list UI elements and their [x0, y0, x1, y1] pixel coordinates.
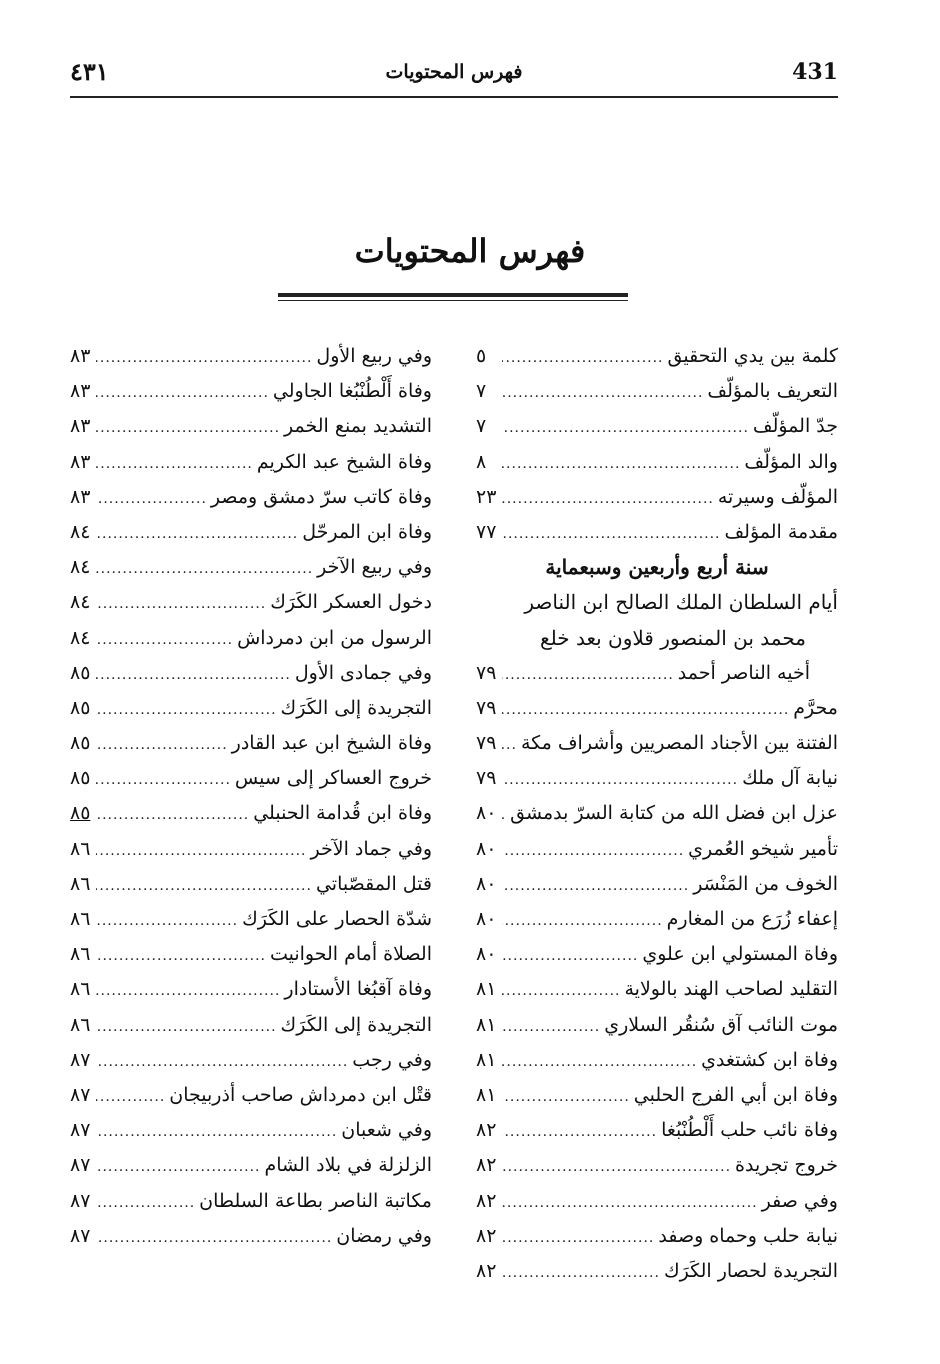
- toc-entry-title: وفي شعبان: [341, 1119, 432, 1142]
- toc-entry-page: ٨٣: [70, 450, 91, 473]
- toc-entry-title: وفاة ابن كشتغدي: [701, 1048, 838, 1071]
- toc-entry-page: ٨٤: [70, 556, 91, 579]
- toc-entry[interactable]: [476, 867, 838, 902]
- toc-entry-title: وفي جمادى الأول: [294, 661, 432, 684]
- dot-leader: [502, 447, 740, 482]
- toc-entry[interactable]: [476, 937, 838, 972]
- toc-entry-title: وفاة أَلْطُنْبُغا الجاولي: [272, 380, 432, 403]
- dot-leader: [96, 1186, 195, 1221]
- dot-leader: [96, 798, 249, 833]
- toc-entry-page: ٢٣: [476, 485, 497, 508]
- toc-entry-page: ٨٣: [70, 380, 91, 403]
- toc-entry-title: وفاة آقبُغا الأستادار: [284, 978, 432, 1001]
- toc-entry-page: ٨١: [476, 1083, 497, 1106]
- toc-entry[interactable]: [70, 374, 432, 409]
- toc-entry-title: وفاة ابن قُدامة الحنبلي: [253, 802, 432, 825]
- toc-entry-page: ٨٧: [70, 1083, 91, 1106]
- toc-entry-title: وفاة كاتب سرّ دمشق ومصر: [210, 485, 432, 508]
- toc-entry-title: الفتنة بين الأجناد المصريين وأشراف مكة: [520, 732, 838, 755]
- page-number-arabic: ٤٣١: [70, 57, 109, 86]
- header-divider: [70, 96, 838, 98]
- dot-leader: [502, 728, 517, 763]
- toc-entry-page: ٨٧: [70, 1189, 91, 1212]
- toc-entry[interactable]: [476, 691, 838, 726]
- toc-entry-page: ٨٢: [476, 1189, 497, 1212]
- toc-entry-title: عزل ابن فضل الله من كتابة السرّ بدمشق: [510, 802, 838, 825]
- dot-leader: [96, 728, 228, 763]
- title-rule-thick: [278, 293, 628, 297]
- toc-entry-page: ٨٥: [70, 767, 91, 790]
- dot-leader: [96, 658, 291, 693]
- toc-entry[interactable]: [70, 1043, 432, 1078]
- toc-entry-page: ٨٣: [70, 415, 91, 438]
- toc-entry-title: قتْل ابن دمرداش صاحب أذربيجان: [169, 1083, 432, 1106]
- toc-entry[interactable]: [70, 1113, 432, 1148]
- dot-leader: [502, 1080, 630, 1115]
- toc-entry[interactable]: [476, 445, 838, 480]
- toc-entry-title: شدّة الحصار على الكَرَك: [242, 908, 432, 930]
- toc-entry[interactable]: [70, 409, 432, 444]
- toc-entry[interactable]: [70, 937, 432, 972]
- dot-leader: [96, 939, 266, 974]
- toc-entry[interactable]: [476, 1254, 838, 1289]
- toc-entry-title: نيابة آل ملك: [742, 767, 838, 790]
- toc-entry-page: ٨٦: [70, 978, 91, 1001]
- toc-entry-title: مكاتبة الناصر بطاعة السلطان: [199, 1189, 432, 1212]
- toc-entry-page: ٨٢: [476, 1259, 497, 1282]
- toc-entry-page: ٨٦: [70, 943, 91, 966]
- toc-entry[interactable]: [70, 796, 432, 831]
- toc-entry-title: وفاة الشيخ ابن عبد القادر: [231, 732, 432, 755]
- toc-entry[interactable]: [70, 515, 432, 550]
- toc-entry[interactable]: [70, 867, 432, 902]
- dot-leader: [96, 1045, 348, 1080]
- dot-leader: [502, 1221, 654, 1256]
- toc-entry[interactable]: [70, 832, 432, 867]
- toc-entry-page: ٨٦: [70, 837, 91, 860]
- toc-entry[interactable]: [476, 409, 838, 444]
- dot-leader: [96, 693, 277, 728]
- toc-entry[interactable]: [476, 1043, 838, 1078]
- toc-entry-title: دخول العسكر الكَرَك: [270, 591, 432, 614]
- toc-entry-title: التشديد بمنع الخمر: [284, 415, 432, 438]
- toc-entry-title: وفي رمضان: [336, 1224, 432, 1247]
- toc-entry-title: وفي ربيع الأول: [316, 345, 432, 367]
- dot-leader: [502, 939, 638, 974]
- toc-entry[interactable]: [70, 621, 432, 656]
- toc-entry-page: ٨٣: [70, 345, 91, 367]
- toc-entry-page: ٨٠: [476, 872, 497, 895]
- toc-entry[interactable]: [70, 1008, 432, 1043]
- dot-leader: [96, 517, 298, 552]
- toc-entry[interactable]: [70, 726, 432, 761]
- toc-entry-title: الزلزلة في بلاد الشام: [264, 1154, 432, 1177]
- dot-leader: [502, 1115, 657, 1150]
- toc-entry[interactable]: [70, 656, 432, 691]
- toc-entry[interactable]: [70, 585, 432, 620]
- section-heading: سنة أربع وأربعين وسبعماية: [545, 555, 769, 580]
- dot-leader: [502, 1010, 600, 1045]
- dot-leader: [502, 869, 689, 904]
- toc-entry-title: وفي رجب: [352, 1048, 432, 1071]
- toc-entry-title: الرسول من ابن دمرداش: [237, 626, 432, 649]
- dot-leader: [96, 587, 266, 622]
- toc-entry[interactable]: [70, 761, 432, 796]
- toc-entry-title: المؤلّف وسيرته: [717, 485, 838, 508]
- dot-leader: [96, 341, 312, 376]
- toc-entry[interactable]: [70, 1184, 432, 1219]
- toc-entry-title: نيابة حلب وحماه وصفد: [658, 1224, 838, 1247]
- toc-column-left: [70, 339, 432, 1254]
- toc-entry-title: التعريف بالمؤلّف: [707, 380, 838, 403]
- dot-leader: [502, 341, 664, 376]
- toc-entry-title: وفاة نائب حلب أَلْطُنْبُغا: [661, 1119, 838, 1142]
- toc-entry-page: ٨٤: [70, 591, 91, 614]
- toc-entry-title: محرَّم: [793, 696, 838, 719]
- page-number-latin: 431: [792, 59, 838, 85]
- toc-entry[interactable]: [70, 445, 432, 480]
- running-header-title: فهرس المحتويات: [385, 61, 523, 83]
- toc-entry-page: ٨٧: [70, 1224, 91, 1247]
- toc-entry[interactable]: [476, 1184, 838, 1219]
- toc-entry[interactable]: [476, 480, 838, 515]
- toc-entry-page: ٧٧: [476, 520, 497, 543]
- toc-entry[interactable]: [70, 1148, 432, 1183]
- toc-entry-page: ٨٠: [476, 802, 497, 825]
- section-intro-line: أيام السلطان الملك الصالح ابن الناصر: [524, 590, 838, 615]
- dot-leader: [502, 904, 663, 939]
- dot-leader: [96, 763, 231, 798]
- toc-entry-page: ٨٠: [476, 908, 497, 930]
- dot-leader: [502, 1150, 731, 1185]
- toc-entry[interactable]: [476, 972, 838, 1007]
- toc-entry-page: ٨٧: [70, 1048, 91, 1071]
- dot-leader: [96, 1080, 165, 1115]
- toc-entry[interactable]: [70, 972, 432, 1007]
- dot-leader: [96, 1115, 337, 1150]
- toc-entry-page: ٧: [476, 380, 487, 403]
- toc-entry[interactable]: [476, 726, 838, 761]
- dot-leader: [96, 447, 253, 482]
- toc-entry[interactable]: [70, 480, 432, 515]
- toc-entry[interactable]: [70, 550, 432, 585]
- toc-entry-title: موت النائب آق سُنقُر السلاري: [604, 1013, 838, 1036]
- dot-leader: [96, 623, 233, 658]
- toc-entry[interactable]: [476, 656, 838, 691]
- toc-entry[interactable]: [476, 902, 838, 937]
- toc-entry-page: ٥: [476, 345, 487, 367]
- toc-entry-title: وفي ربيع الآخر: [317, 556, 432, 579]
- toc-entry[interactable]: [476, 1219, 838, 1254]
- toc-entry[interactable]: [70, 339, 432, 374]
- toc-entry-page: ٨٣: [70, 485, 91, 508]
- toc-entry-page: ٧٩: [476, 732, 497, 755]
- dot-leader: [502, 411, 749, 446]
- dot-leader: [502, 1186, 758, 1221]
- toc-entry-page: ٨٢: [476, 1119, 497, 1142]
- toc-entry[interactable]: [476, 832, 838, 867]
- dot-leader: [96, 1010, 277, 1045]
- toc-entry[interactable]: [70, 1078, 432, 1113]
- toc-entry-title: أخيه الناصر أحمد: [677, 661, 810, 684]
- toc-entry[interactable]: [476, 761, 838, 796]
- toc-entry-title: الخوف من المَنْسَر: [693, 872, 838, 895]
- toc-entry-page: ٧٩: [476, 696, 497, 719]
- toc-entry-title: مقدمة المؤلف: [724, 520, 838, 543]
- toc-entry-page: ٨٤: [70, 626, 91, 649]
- toc-entry-page: ٨٥: [70, 661, 91, 684]
- dot-leader: [502, 763, 738, 798]
- toc-entry[interactable]: [476, 1008, 838, 1043]
- dot-leader: [96, 869, 312, 904]
- toc-entry[interactable]: [476, 339, 838, 374]
- section-intro-line: محمد بن المنصور قلاون بعد خلع: [539, 625, 806, 650]
- dot-leader: [502, 693, 789, 728]
- toc-entry-title: والد المؤلّف: [744, 450, 838, 473]
- toc-entry[interactable]: [70, 902, 432, 937]
- title-rule-thin: [278, 300, 628, 301]
- toc-entry-title: خروج تجريدة: [735, 1154, 838, 1177]
- toc-entry[interactable]: [70, 691, 432, 726]
- toc-entry-page: ٨٤: [70, 520, 91, 543]
- toc-entry-title: التجريدة لحصار الكَرَك: [663, 1259, 838, 1282]
- toc-entry-title: إعفاء زُرَع من المغارم: [666, 908, 838, 930]
- toc-entry-page: ٨٦: [70, 1013, 91, 1036]
- toc-entry-page: ٨٥: [70, 802, 91, 825]
- toc-entry-page: ٨٢: [476, 1224, 497, 1247]
- dot-leader: [96, 1150, 261, 1185]
- toc-entry-page: ٨٥: [70, 696, 91, 719]
- toc-entry-page: ٨١: [476, 1048, 497, 1071]
- toc-entry-page: ٨٦: [70, 908, 91, 930]
- dot-leader: [502, 376, 703, 411]
- toc-entry-title: جدّ المؤلّف: [752, 415, 838, 438]
- dot-leader: [96, 974, 280, 1009]
- toc-entry[interactable]: [476, 1148, 838, 1183]
- toc-entry-title: وفي صفر: [761, 1189, 838, 1212]
- toc-entry-page: ٨١: [476, 1013, 497, 1036]
- toc-entry[interactable]: [70, 1219, 432, 1254]
- toc-entry-title: تأمير شيخو العُمري: [688, 837, 838, 860]
- toc-entry-page: ٨٥: [70, 732, 91, 755]
- toc-entry-title: وفاة المستولي ابن علوي: [642, 943, 838, 966]
- toc-entry-page: ٧٩: [476, 661, 497, 684]
- toc-entry-page: ٨١: [476, 978, 497, 1001]
- running-header: [70, 55, 838, 95]
- dot-leader: [502, 658, 674, 693]
- toc-entry-title: وفاة ابن أبي الفرج الحلبي: [633, 1083, 838, 1106]
- dot-leader: [96, 834, 307, 869]
- toc-entry-page: ٨٧: [70, 1154, 91, 1177]
- page-title: فهرس المحتويات: [354, 232, 586, 270]
- toc-entry-title: خروج العساكر إلى سيس: [234, 767, 432, 790]
- dot-leader: [96, 411, 280, 446]
- dot-leader: [502, 482, 714, 517]
- toc-entry-page: ٨: [476, 450, 487, 473]
- toc-entry-title: التجريدة إلى الكَرَك: [280, 1013, 432, 1036]
- toc-entry-page: ٧: [476, 415, 487, 438]
- toc-entry-title: وفاة ابن المرحّل: [302, 520, 432, 543]
- toc-entry-title: كلمة بين يدي التحقيق: [667, 345, 838, 367]
- dot-leader: [502, 798, 506, 833]
- toc-entry-page: ٨٦: [70, 872, 91, 895]
- toc-entry-title: التقليد لصاحب الهند بالولاية: [624, 978, 838, 1001]
- toc-column-right: [476, 339, 838, 1289]
- toc-entry-page: ٨٧: [70, 1119, 91, 1142]
- dot-leader: [96, 552, 313, 587]
- toc-entry-title: الصلاة أمام الحوانيت: [269, 943, 432, 966]
- toc-entry-page: ٨٠: [476, 943, 497, 966]
- toc-entry-title: التجريدة إلى الكَرَك: [280, 696, 432, 719]
- toc-entry-page: ٨٠: [476, 837, 497, 860]
- dot-leader: [502, 1256, 660, 1291]
- dot-leader: [96, 376, 269, 411]
- dot-leader: [502, 517, 721, 552]
- dot-leader: [96, 1221, 332, 1256]
- dot-leader: [502, 1045, 697, 1080]
- dot-leader: [502, 974, 620, 1009]
- toc-entry[interactable]: [476, 515, 838, 550]
- dot-leader: [96, 482, 207, 517]
- toc-entry[interactable]: [476, 374, 838, 409]
- toc-entry[interactable]: [476, 796, 838, 831]
- dot-leader: [502, 834, 684, 869]
- toc-entry[interactable]: [476, 1078, 838, 1113]
- toc-entry-title: وفاة الشيخ عبد الكريم: [256, 450, 432, 473]
- dot-leader: [96, 904, 238, 939]
- toc-entry-title: قتل المقصّباتي: [315, 872, 432, 895]
- toc-entry-page: ٨٢: [476, 1154, 497, 1177]
- toc-entry[interactable]: [476, 1113, 838, 1148]
- toc-entry-page: ٧٩: [476, 767, 497, 790]
- toc-entry-title: وفي جماد الآخر: [310, 837, 432, 860]
